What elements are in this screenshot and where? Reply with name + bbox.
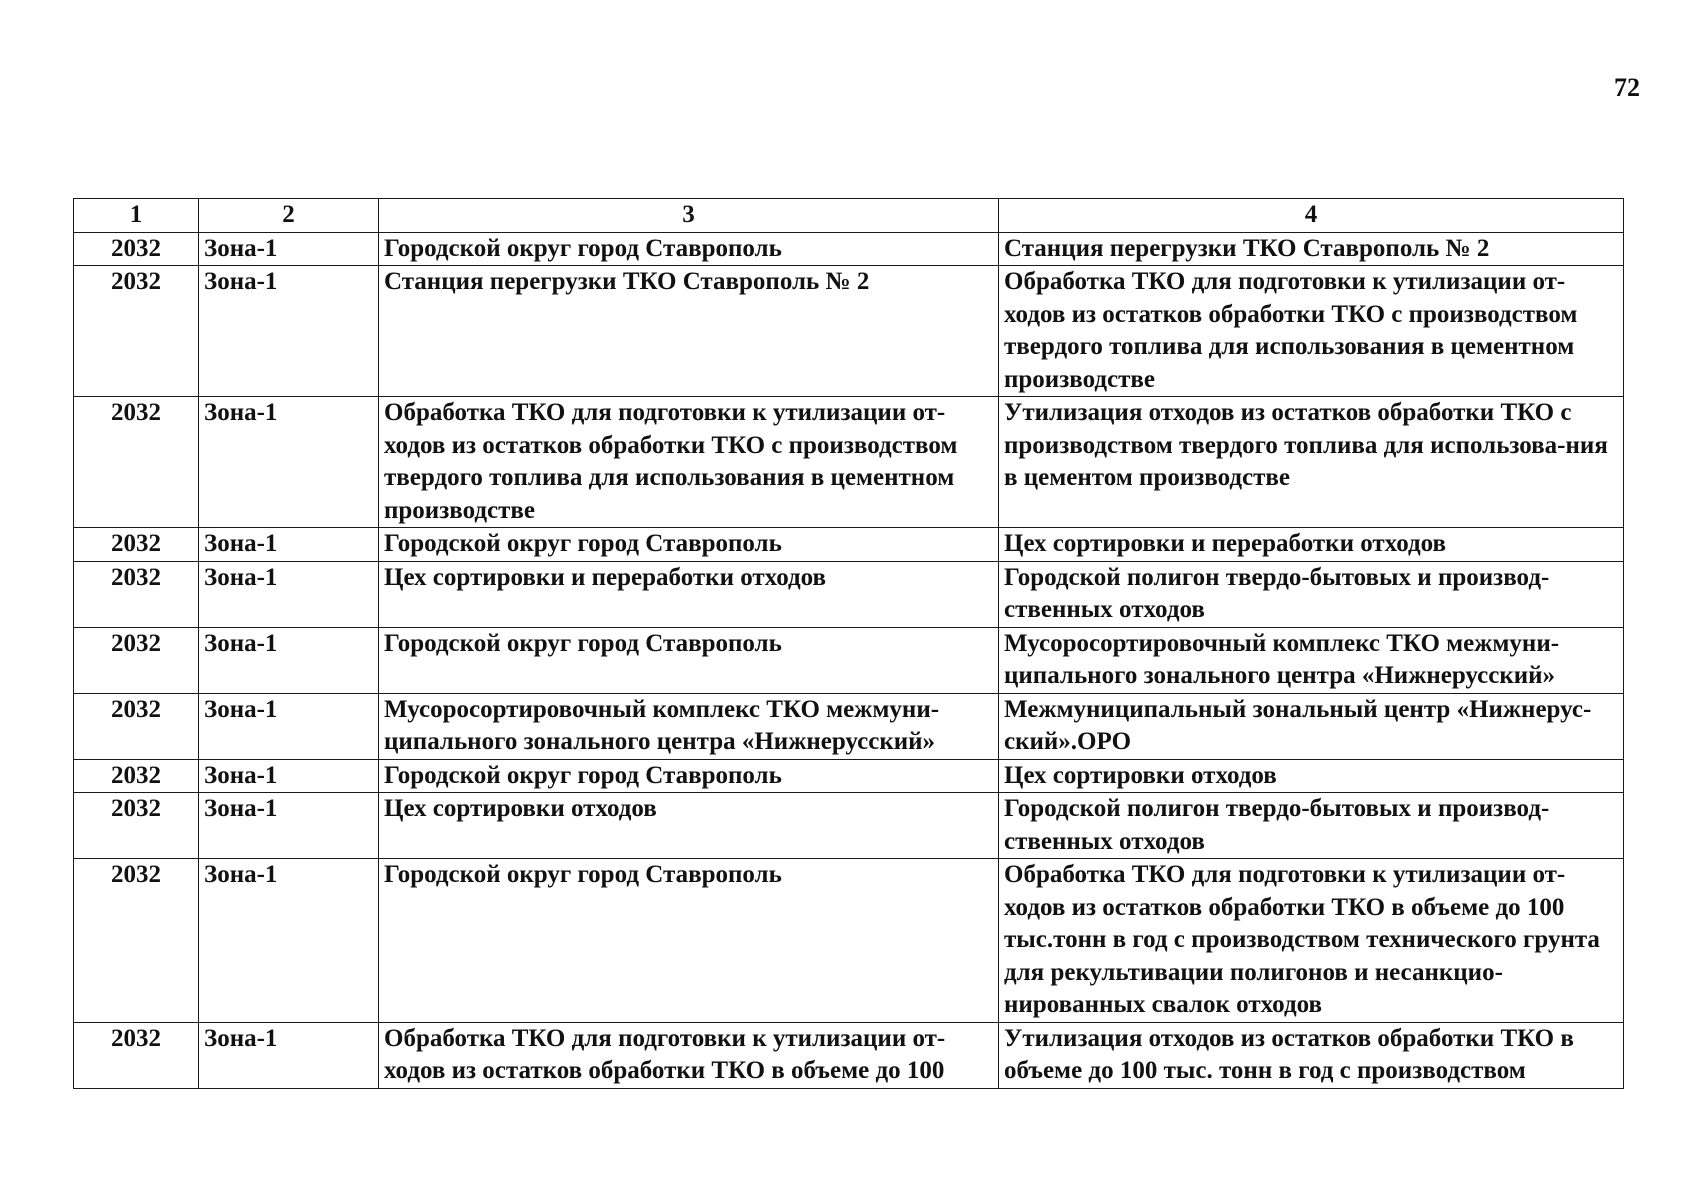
page-number: 72 <box>1614 73 1640 102</box>
zone-cell: Зона-1 <box>199 528 379 562</box>
zone-cell: Зона-1 <box>199 693 379 759</box>
table-row <box>74 627 1624 693</box>
table-row <box>74 528 1624 562</box>
year-cell: 2032 <box>74 759 199 793</box>
table-row <box>74 1022 1624 1088</box>
source-cell: Станция перегрузки ТКО Ставрополь № 2 <box>379 266 999 397</box>
zone-cell: Зона-1 <box>199 627 379 693</box>
destination-cell: Городской полигон твердо-бытовых и производ-ственных отходов <box>999 793 1624 859</box>
zone-cell: Зона-1 <box>199 1022 379 1088</box>
year-cell: 2032 <box>74 1022 199 1088</box>
source-cell: Цех сортировки и переработки отходов <box>379 561 999 627</box>
source-cell: Мусоросортировочный комплекс ТКО межмуни-ципального зонального центра «Нижнерусский» <box>379 693 999 759</box>
year-cell: 2032 <box>74 397 199 528</box>
table-row <box>74 232 1624 266</box>
source-cell: Обработка ТКО для подготовки к утилизации от-ходов из остатков обработки ТКО с производством твердого топлива для использования в цементном производстве <box>379 397 999 528</box>
year-cell: 2032 <box>74 232 199 266</box>
column-header-4: 4 <box>999 199 1624 233</box>
destination-cell: Утилизация отходов из остатков обработки ТКО с производством твердого топлива для использова-ния в цементом производстве <box>999 397 1624 528</box>
column-header-2: 2 <box>199 199 379 233</box>
year-cell: 2032 <box>74 627 199 693</box>
source-cell: Городской округ город Ставрополь <box>379 759 999 793</box>
table-row <box>74 793 1624 859</box>
destination-cell: Цех сортировки отходов <box>999 759 1624 793</box>
year-cell: 2032 <box>74 859 199 1023</box>
table-row <box>74 759 1624 793</box>
year-cell: 2032 <box>74 528 199 562</box>
destination-cell: Цех сортировки и переработки отходов <box>999 528 1624 562</box>
table-row <box>74 397 1624 528</box>
table-row <box>74 561 1624 627</box>
column-header-1: 1 <box>74 199 199 233</box>
year-cell: 2032 <box>74 693 199 759</box>
source-cell: Городской округ город Ставрополь <box>379 859 999 1023</box>
destination-cell: Обработка ТКО для подготовки к утилизации от-ходов из остатков обработки ТКО с производством твердого топлива для использования в цементном производстве <box>999 266 1624 397</box>
destination-cell: Городской полигон твердо-бытовых и производ-ственных отходов <box>999 561 1624 627</box>
zone-cell: Зона-1 <box>199 397 379 528</box>
zone-cell: Зона-1 <box>199 759 379 793</box>
destination-cell: Утилизация отходов из остатков обработки ТКО в объеме до 100 тыс. тонн в год с производством <box>999 1022 1624 1088</box>
table-row <box>74 859 1624 1023</box>
year-cell: 2032 <box>74 561 199 627</box>
source-cell: Цех сортировки отходов <box>379 793 999 859</box>
destination-cell: Станция перегрузки ТКО Ставрополь № 2 <box>999 232 1624 266</box>
source-cell: Обработка ТКО для подготовки к утилизации от-ходов из остатков обработки ТКО в объеме до 100 <box>379 1022 999 1088</box>
column-header-3: 3 <box>379 199 999 233</box>
zone-cell: Зона-1 <box>199 793 379 859</box>
table-row <box>74 266 1624 397</box>
year-cell: 2032 <box>74 266 199 397</box>
routes-table <box>73 198 1624 1089</box>
source-cell: Городской округ город Ставрополь <box>379 528 999 562</box>
destination-cell: Мусоросортировочный комплекс ТКО межмуни-ципального зонального центра «Нижнерусский» <box>999 627 1624 693</box>
source-cell: Городской округ город Ставрополь <box>379 232 999 266</box>
table-header-row <box>74 199 1624 233</box>
zone-cell: Зона-1 <box>199 859 379 1023</box>
destination-cell: Межмуниципальный зональный центр «Нижнерус-ский».ОРО <box>999 693 1624 759</box>
zone-cell: Зона-1 <box>199 266 379 397</box>
zone-cell: Зона-1 <box>199 232 379 266</box>
destination-cell: Обработка ТКО для подготовки к утилизации от-ходов из остатков обработки ТКО в объеме до 100 тыс.тонн в год с производством технического грунта для рекультивации полигонов и несанкцио-нированных свалок отходов <box>999 859 1624 1023</box>
year-cell: 2032 <box>74 793 199 859</box>
source-cell: Городской округ город Ставрополь <box>379 627 999 693</box>
table-row <box>74 693 1624 759</box>
zone-cell: Зона-1 <box>199 561 379 627</box>
